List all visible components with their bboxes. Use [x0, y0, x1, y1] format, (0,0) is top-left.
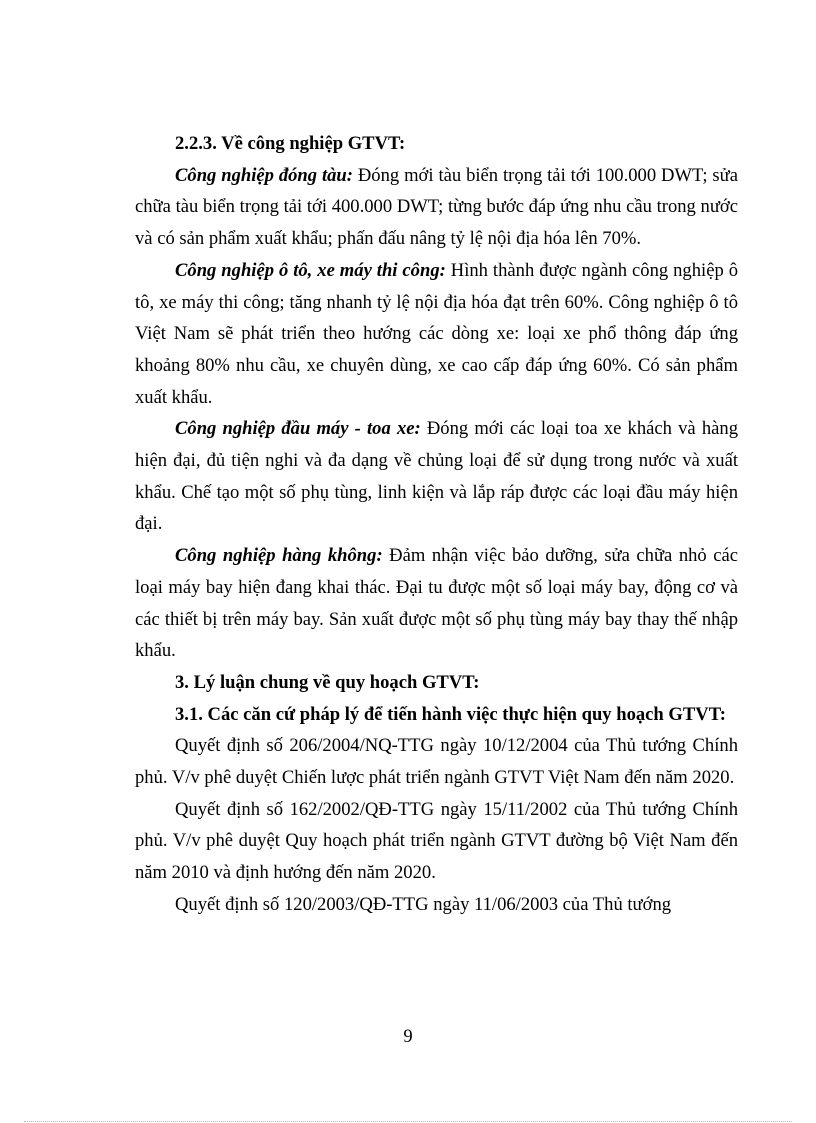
paragraph-lead: Công nghiệp đóng tàu:	[175, 164, 353, 186]
paragraph-lead: Công nghiệp ô tô, xe máy thi công:	[175, 259, 446, 281]
section-heading-3: 3. Lý luận chung về quy hoạch GTVT:	[175, 671, 480, 693]
paragraph-lead: Công nghiệp hàng không:	[175, 545, 383, 567]
section-heading-3-1: 3.1. Các căn cứ pháp lý để tiến hành việc thực hiện quy hoạch GTVT:	[175, 703, 726, 725]
section-heading-2-2-3: 2.2.3. Về công nghiệp GTVT:	[175, 133, 406, 154]
page-number: 9	[403, 1026, 413, 1047]
paragraph-text: Hình thành được ngành công nghiệp ô tô, xe máy thi công; tăng nhanh tỷ lệ nội địa hóa đạt trên 60%. Công nghiệp ô tô Việt Nam sẽ phát triển theo hướng các dòng xe: loại xe phổ thông đáp ứng khoảng 80% nhu cầu, xe chuyên dùng, xe cao cấp đáp ứng 60%. Có sản phẩm xuất khẩu.	[135, 259, 739, 408]
paragraph-automotive	[135, 255, 738, 414]
paragraph-lead: Công nghiệp đầu máy - toa xe:	[175, 418, 421, 440]
paragraph-rolling-stock	[135, 413, 738, 540]
page-bottom-border	[24, 1121, 792, 1122]
paragraph-decision-120: Quyết định số 120/2003/QĐ-TTG ngày 11/06/2003 của Thủ tướng	[175, 893, 672, 915]
page-body	[135, 128, 738, 921]
paragraph-shipbuilding	[135, 160, 738, 255]
paragraph-text: Đóng mới các loại toa xe khách và hàng hiện đại, đủ tiện nghi và đa dạng về chủng loại để sử dụng trong nước và xuất khẩu. Chế tạo một số phụ tùng, linh kiện và lắp ráp được các loại đầu máy hiện đại.	[135, 418, 738, 535]
paragraph-aviation	[135, 540, 738, 667]
paragraph-text: Đảm nhận việc bảo dưỡng, sửa chữa nhỏ các loại máy bay hiện đang khai thác. Đại tu được một số loại máy bay, động cơ và các thiết bị trên máy bay. Sản xuất được một số phụ tùng máy bay thay thế nhập khẩu.	[135, 545, 738, 662]
paragraph-decision-162: Quyết định số 162/2002/QĐ-TTG ngày 15/11/2002 của Thủ tướng Chính phủ. V/v phê duyệt Quy hoạch phát triển ngành GTVT đường bộ Việt Nam đến năm 2010 và định hướng đến năm 2020.	[135, 798, 738, 884]
paragraph-text: Đóng mới tàu biển trọng tải tới 100.000 DWT; sửa chữa tàu biển trọng tải tới 400.000 DWT; từng bước đáp ứng nhu cầu trong nước và có sản phẩm xuất khẩu; phấn đấu nâng tỷ lệ nội địa hóa lên 70%.	[135, 164, 738, 250]
paragraph-decision-206: Quyết định số 206/2004/NQ-TTG ngày 10/12/2004 của Thủ tướng Chính phủ. V/v phê duyệt Chiến lược phát triển ngành GTVT Việt Nam đến năm 2020.	[135, 735, 738, 789]
